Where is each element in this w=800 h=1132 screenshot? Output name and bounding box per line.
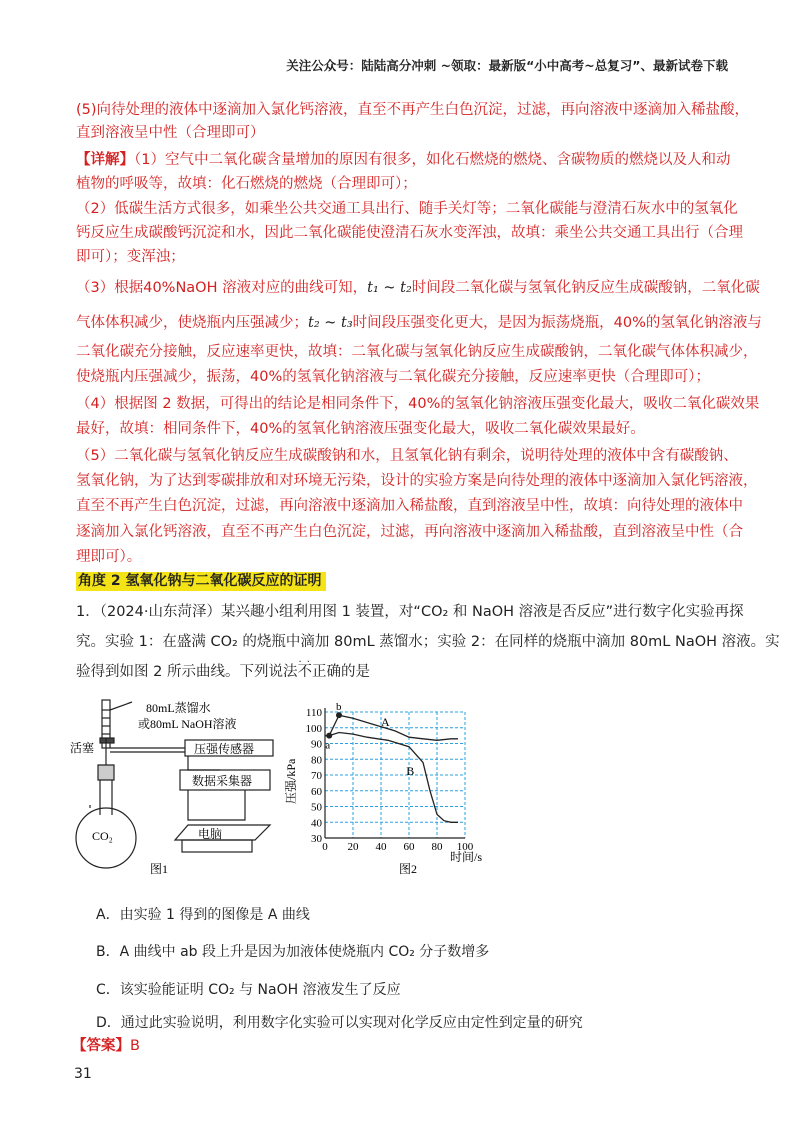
- y-tick-label: 40: [311, 817, 322, 830]
- point-a: [326, 733, 332, 739]
- detail-line-14: 直至不再产生白色沉淀，过滤，再向溶液中逐滴加入稀盐酸，直到溶液呈中性，故填：向待处理的液体中: [76, 498, 743, 514]
- x-tick-label: 40: [375, 841, 387, 853]
- option-d: D．通过此实验说明，利用数字化实验可以实现对化学反应由定性到定量的研究: [96, 1015, 583, 1031]
- point-label-b: b: [336, 701, 342, 714]
- x-tick-label: 0: [322, 841, 328, 853]
- y-axis-label: 压强/kPa: [284, 758, 298, 804]
- y-tick-label: 70: [311, 770, 322, 782]
- y-tick-label: 90: [311, 738, 322, 751]
- flask-label: CO₂: [92, 829, 113, 843]
- detail-line-16: 理即可）。: [76, 549, 142, 565]
- page-number: 31: [74, 1066, 92, 1082]
- x-tick-label: 100: [456, 841, 474, 853]
- detail-line-11: 最好，故填：相同条件下，40%的氢氧化钠溶液压强变化最大，吸收二氧化碳效果最好。: [76, 421, 645, 437]
- figure1-caption: 图1: [150, 862, 169, 876]
- detail-line-5: 即可）；变浑浊；: [76, 249, 185, 265]
- point-label-a: a: [325, 739, 331, 752]
- collector-label: 数据采集器: [192, 774, 253, 788]
- detail-line-12: （5）二氧化碳与氢氧化钠反应生成碳酸钠和水，且氢氧化钠有剩余，说明待处理的液体中含有碳酸钠、: [76, 448, 738, 464]
- answer-value: B: [130, 1038, 140, 1054]
- x-tick-label: 60: [403, 841, 415, 853]
- sensor-label: 压强传感器: [194, 742, 255, 756]
- question-line-2: 究。实验 1：在盛满 CO₂ 的烧瓶中滴加 80mL 蒸馏水；实验 2：在同样的烧瓶中滴加 80mL NaOH 溶液。实: [76, 634, 780, 650]
- stopcock-valve: [100, 738, 114, 743]
- figure2-chart: [284, 690, 495, 880]
- answer-line-1: (5)向待处理的液体中逐滴加入氯化钙溶液，直至不再产生白色沉淀，过滤，再向溶液中逐滴加入稀盐酸，: [76, 102, 750, 118]
- detail-line-15: 逐滴加入氯化钙溶液，直至不再产生白色沉淀，过滤，再向溶液中逐滴加入稀盐酸，直到溶液呈中性（合: [76, 524, 743, 540]
- x-tick-label: 20: [347, 841, 359, 853]
- computer-label: 电脑: [198, 827, 223, 841]
- detail-line-6: （3）根据40%NaOH 溶液对应的曲线可知，t₁ ~ t₂时间段二氧化碳与氢氧化钠反应生成碳酸钠，二氧化碳: [76, 280, 760, 296]
- detail-line-2: 植物的呼吸等，故填：化石燃烧的燃烧（合理即可）；: [76, 176, 417, 192]
- detail-line-10: （4）根据图 2 数据，可得出的结论是相同条件下，40%的氢氧化钠溶液压强变化最大，吸收二氧化碳效果: [76, 396, 760, 412]
- detail-line-9: 使烧瓶内压强减少，振荡，40%的氢氧化钠溶液与二氧化碳充分接触，反应速率更快（合理即可）；: [76, 369, 710, 385]
- option-a: A．由实验 1 得到的图像是 A 曲线: [96, 907, 310, 923]
- question-line-3: 验得到如图 2 所示曲线。下列说法· · 不正确的是: [76, 662, 370, 682]
- option-c: C．该实验能证明 CO₂ 与 NaOH 溶液发生了反应: [96, 982, 401, 998]
- detail-tag: 【详解】: [76, 152, 134, 168]
- answer-tag: 【答案】: [72, 1038, 130, 1054]
- time-interval-t1-t2: t₁ ~ t₂: [367, 280, 412, 296]
- answer-line: [72, 1036, 140, 1056]
- detail-line-4: 钙反应生成碳酸钙沉淀和水，因此二氧化碳能使澄清石灰水变浑浊，故填：乘坐公共交通工具出行（合理: [76, 225, 743, 241]
- section-title: 角度 2 氢氧化钠与二氧化碳反应的证明: [78, 573, 322, 589]
- emphasis-not-correct: · · 不正: [297, 664, 326, 680]
- funnel-label-2: 或80mL NaOH溶液: [138, 717, 237, 731]
- y-tick-label: 30: [311, 833, 322, 845]
- option-b: B．A 曲线中 ab 段上升是因为加液体使烧瓶内 CO₂ 分子数增多: [96, 944, 490, 960]
- page-header: 关注公众号：陆陆高分冲刺 ~领取：最新版“小中高考~总复习”、最新试卷下载: [286, 58, 728, 73]
- detail-line-8: 二氧化碳充分接触，反应速率更快，故填：二氧化碳与氢氧化钠反应生成碳酸钠，二氧化碳气体体积减少，: [76, 344, 758, 360]
- figure2-caption: 图2: [399, 862, 418, 876]
- computer-box: [175, 825, 270, 840]
- detail-line-1: 【详解】（1）空气中二氧化碳含量增加的原因有很多，如化石燃烧的燃烧、含碳物质的燃烧以及人和动: [76, 152, 731, 168]
- time-interval-t2-t3: t₂ ~ t₃: [308, 315, 353, 331]
- y-tick-label: 80: [311, 754, 322, 767]
- y-tick-label: 100: [305, 722, 322, 735]
- answer-line-2: 直到溶液呈中性（合理即可）: [76, 125, 265, 141]
- question-line-1: 1．（2024·山东菏泽）某兴趣小组利用图 1 装置，对“CO₂ 和 NaOH 溶液是否反应”进行数字化实验再探: [76, 604, 744, 620]
- series-label-A: A: [381, 715, 390, 730]
- funnel-label-1: 80mL蒸馏水: [146, 701, 211, 715]
- x-axis-label: 时间/s: [450, 850, 483, 864]
- y-tick-label: 60: [311, 785, 322, 798]
- series-line-B: [325, 733, 458, 823]
- x-tick-label: 80: [431, 841, 443, 853]
- detail-line-13: 氢氧化钠，为了达到零碳排放和对环境无污染，设计的实验方案是向待处理的液体中逐滴加入氯化钙溶液，: [76, 473, 758, 489]
- series-label-B: B: [406, 764, 415, 778]
- y-tick-label: 110: [305, 707, 322, 719]
- detail-line-7: 气体体积减少，使烧瓶内压强减少；t₂ ~ t₃时间段压强变化更大，是因为振荡烧瓶，40%的氢氧化钠溶液与: [76, 315, 762, 331]
- y-tick-label: 50: [311, 801, 322, 814]
- detail-line-3: （2）低碳生活方式很多，如乘坐公共交通工具出行、随手关灯等；二氧化碳能与澄清石灰水中的氢氧化: [76, 201, 738, 217]
- stopcock-label: 活塞: [70, 741, 95, 755]
- figure1-apparatus: [70, 690, 290, 880]
